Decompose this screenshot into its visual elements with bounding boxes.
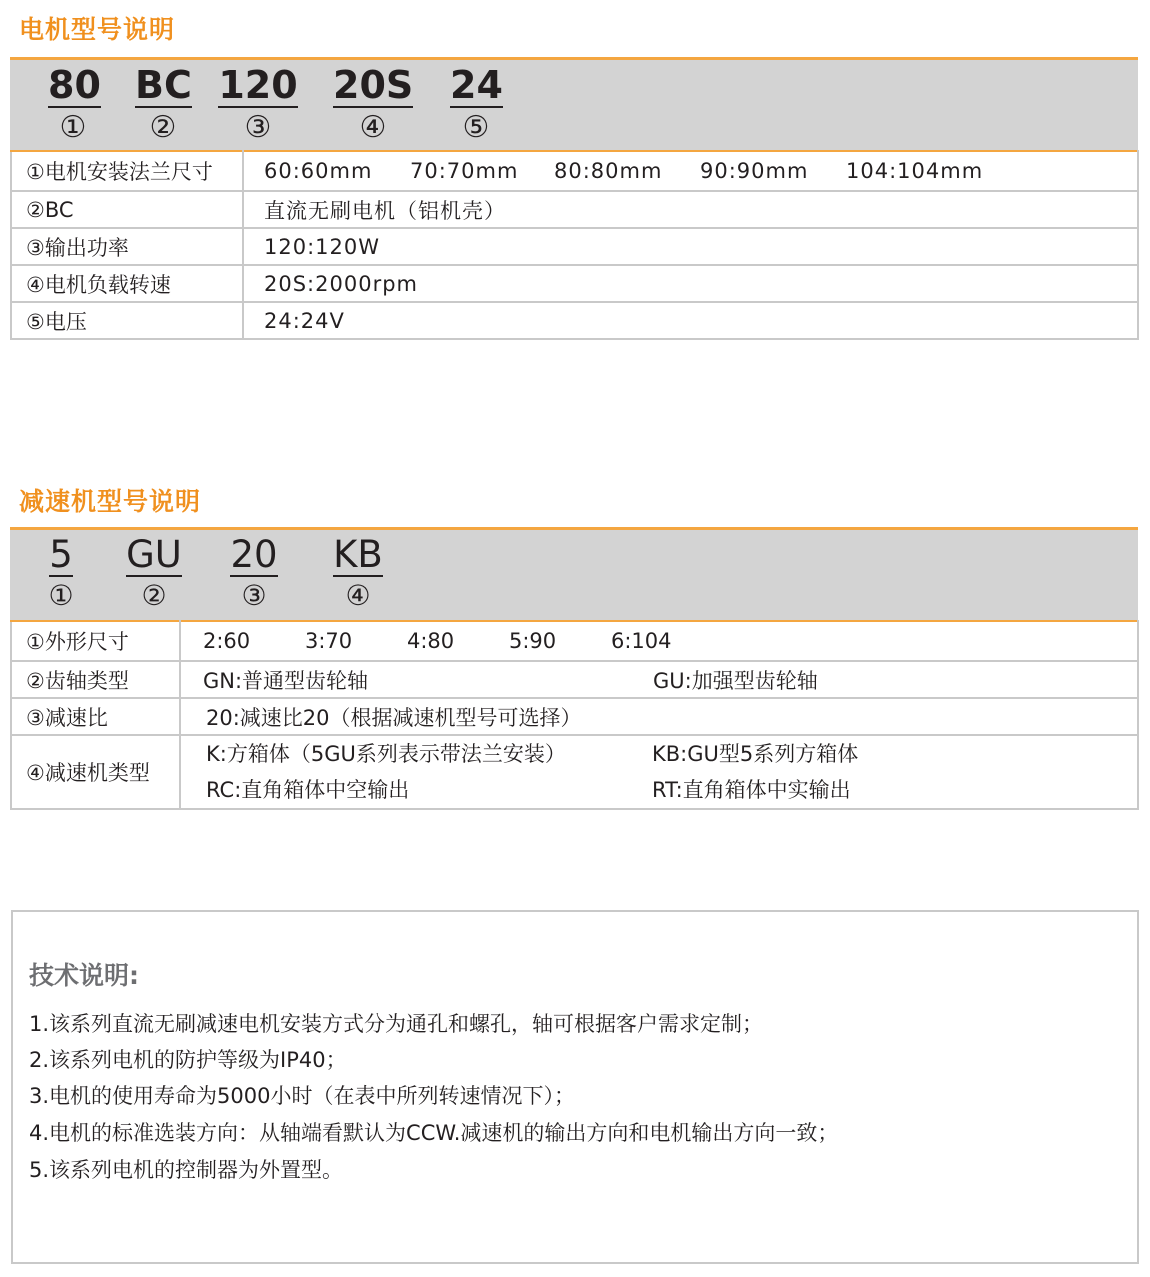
row-label: ④电机负载转速 — [11, 265, 243, 302]
motor-section-title: 电机型号说明 — [19, 15, 176, 44]
reducer-code-2 — [126, 533, 182, 612]
motor-code-2 — [135, 63, 192, 145]
reducer-code-1 — [46, 533, 76, 612]
reducer-code-number: ② — [141, 578, 167, 612]
row-value: 20S:2000rpm — [243, 265, 1138, 302]
reducer-type-kb: KB:GU型5系列方箱体 — [652, 742, 859, 766]
flange-size-value: 104:104mm — [846, 159, 984, 183]
row-value: 24:24V — [243, 302, 1138, 339]
flange-size-value: 60:60mm — [264, 159, 373, 183]
outline-size-value: 2:60 — [203, 629, 251, 653]
reducer-code-value: KB — [333, 533, 383, 576]
motor-spec-table — [10, 150, 1139, 340]
reducer-code-number: ③ — [241, 578, 267, 612]
table-row — [11, 228, 1138, 265]
motor-code-value: BC — [135, 63, 192, 107]
reducer-code-number: ① — [48, 578, 74, 612]
reducer-spec-table — [10, 620, 1139, 810]
reducer-type-rc: RC:直角箱体中空输出 — [206, 778, 410, 802]
tech-notes-title: 技术说明: — [29, 961, 139, 990]
row-label: ③输出功率 — [11, 228, 243, 265]
table-row — [11, 661, 1138, 698]
row-label: ③减速比 — [11, 698, 180, 735]
flange-size-values — [243, 151, 1138, 191]
tech-notes-box — [11, 910, 1139, 1264]
flange-size-value: 90:90mm — [700, 159, 809, 183]
motor-code-3 — [218, 63, 298, 145]
outline-size-value: 5:90 — [509, 629, 557, 653]
gear-shaft-values — [180, 661, 1138, 698]
gear-shaft-right: GU:加强型齿轮轴 — [653, 668, 818, 693]
motor-model-code-bar — [10, 57, 1138, 150]
row-label: ②BC — [11, 191, 243, 228]
reducer-type-rt: RT:直角箱体中实输出 — [652, 778, 851, 802]
tech-note-line: 3.电机的使用寿命为5000小时（在表中所列转速情况下）； — [29, 1084, 575, 1108]
reducer-model-code-bar — [10, 527, 1138, 620]
row-label: ①外形尺寸 — [11, 621, 180, 661]
flange-size-value: 70:70mm — [410, 159, 519, 183]
row-value: 120:120W — [243, 228, 1138, 265]
motor-code-value: 80 — [48, 63, 101, 107]
motor-code-value: 20S — [333, 63, 414, 107]
motor-code-value: 24 — [450, 63, 503, 107]
table-row — [11, 621, 1138, 661]
tech-note-line: 4.电机的标准选装方向：从轴端看默认为CCW.减速机的输出方向和电机输出方向一致； — [29, 1121, 839, 1145]
reducer-section-title: 减速机型号说明 — [19, 487, 202, 516]
table-row — [11, 302, 1138, 339]
reducer-code-value: 20 — [230, 533, 278, 576]
reducer-code-number: ④ — [345, 578, 371, 612]
motor-code-number: ⑤ — [462, 109, 490, 145]
outline-size-value: 4:80 — [407, 629, 455, 653]
table-row — [11, 735, 1138, 809]
motor-code-5 — [450, 63, 503, 145]
reducer-type-k: K:方箱体（5GU系列表示带法兰安装） — [206, 742, 566, 766]
table-row — [11, 698, 1138, 735]
motor-code-4 — [333, 63, 414, 145]
reducer-code-3 — [228, 533, 280, 612]
reducer-code-value: GU — [126, 533, 182, 576]
motor-code-value: 120 — [218, 63, 298, 107]
row-label: ②齿轴类型 — [11, 661, 180, 698]
motor-code-number: ③ — [244, 109, 272, 145]
outline-size-value: 6:104 — [611, 629, 672, 653]
tech-note-line: 5.该系列电机的控制器为外置型。 — [29, 1158, 344, 1182]
row-value: 直流无刷电机（铝机壳） — [243, 191, 1138, 228]
tech-note-line: 1.该系列直流无刷减速电机安装方式分为通孔和螺孔，轴可根据客户需求定制； — [29, 1012, 764, 1036]
row-label: ①电机安装法兰尺寸 — [11, 151, 243, 191]
motor-code-1 — [48, 63, 101, 145]
motor-code-number: ① — [59, 109, 87, 145]
motor-code-number: ④ — [359, 109, 387, 145]
reducer-code-4 — [330, 533, 386, 612]
row-label: ⑤电压 — [11, 302, 243, 339]
reducer-code-value: 5 — [49, 533, 73, 576]
outline-size-values — [180, 621, 1138, 661]
table-row — [11, 191, 1138, 228]
row-value: 20:减速比20（根据减速机型号可选择） — [180, 698, 1138, 735]
table-row — [11, 151, 1138, 191]
reducer-type-values — [180, 735, 1138, 809]
tech-note-line: 2.该系列电机的防护等级为IP40； — [29, 1048, 347, 1072]
outline-size-value: 3:70 — [305, 629, 353, 653]
row-label: ④减速机类型 — [11, 735, 180, 809]
motor-code-number: ② — [149, 109, 177, 145]
flange-size-value: 80:80mm — [554, 159, 663, 183]
gear-shaft-left: GN:普通型齿轮轴 — [203, 668, 369, 693]
table-row — [11, 265, 1138, 302]
